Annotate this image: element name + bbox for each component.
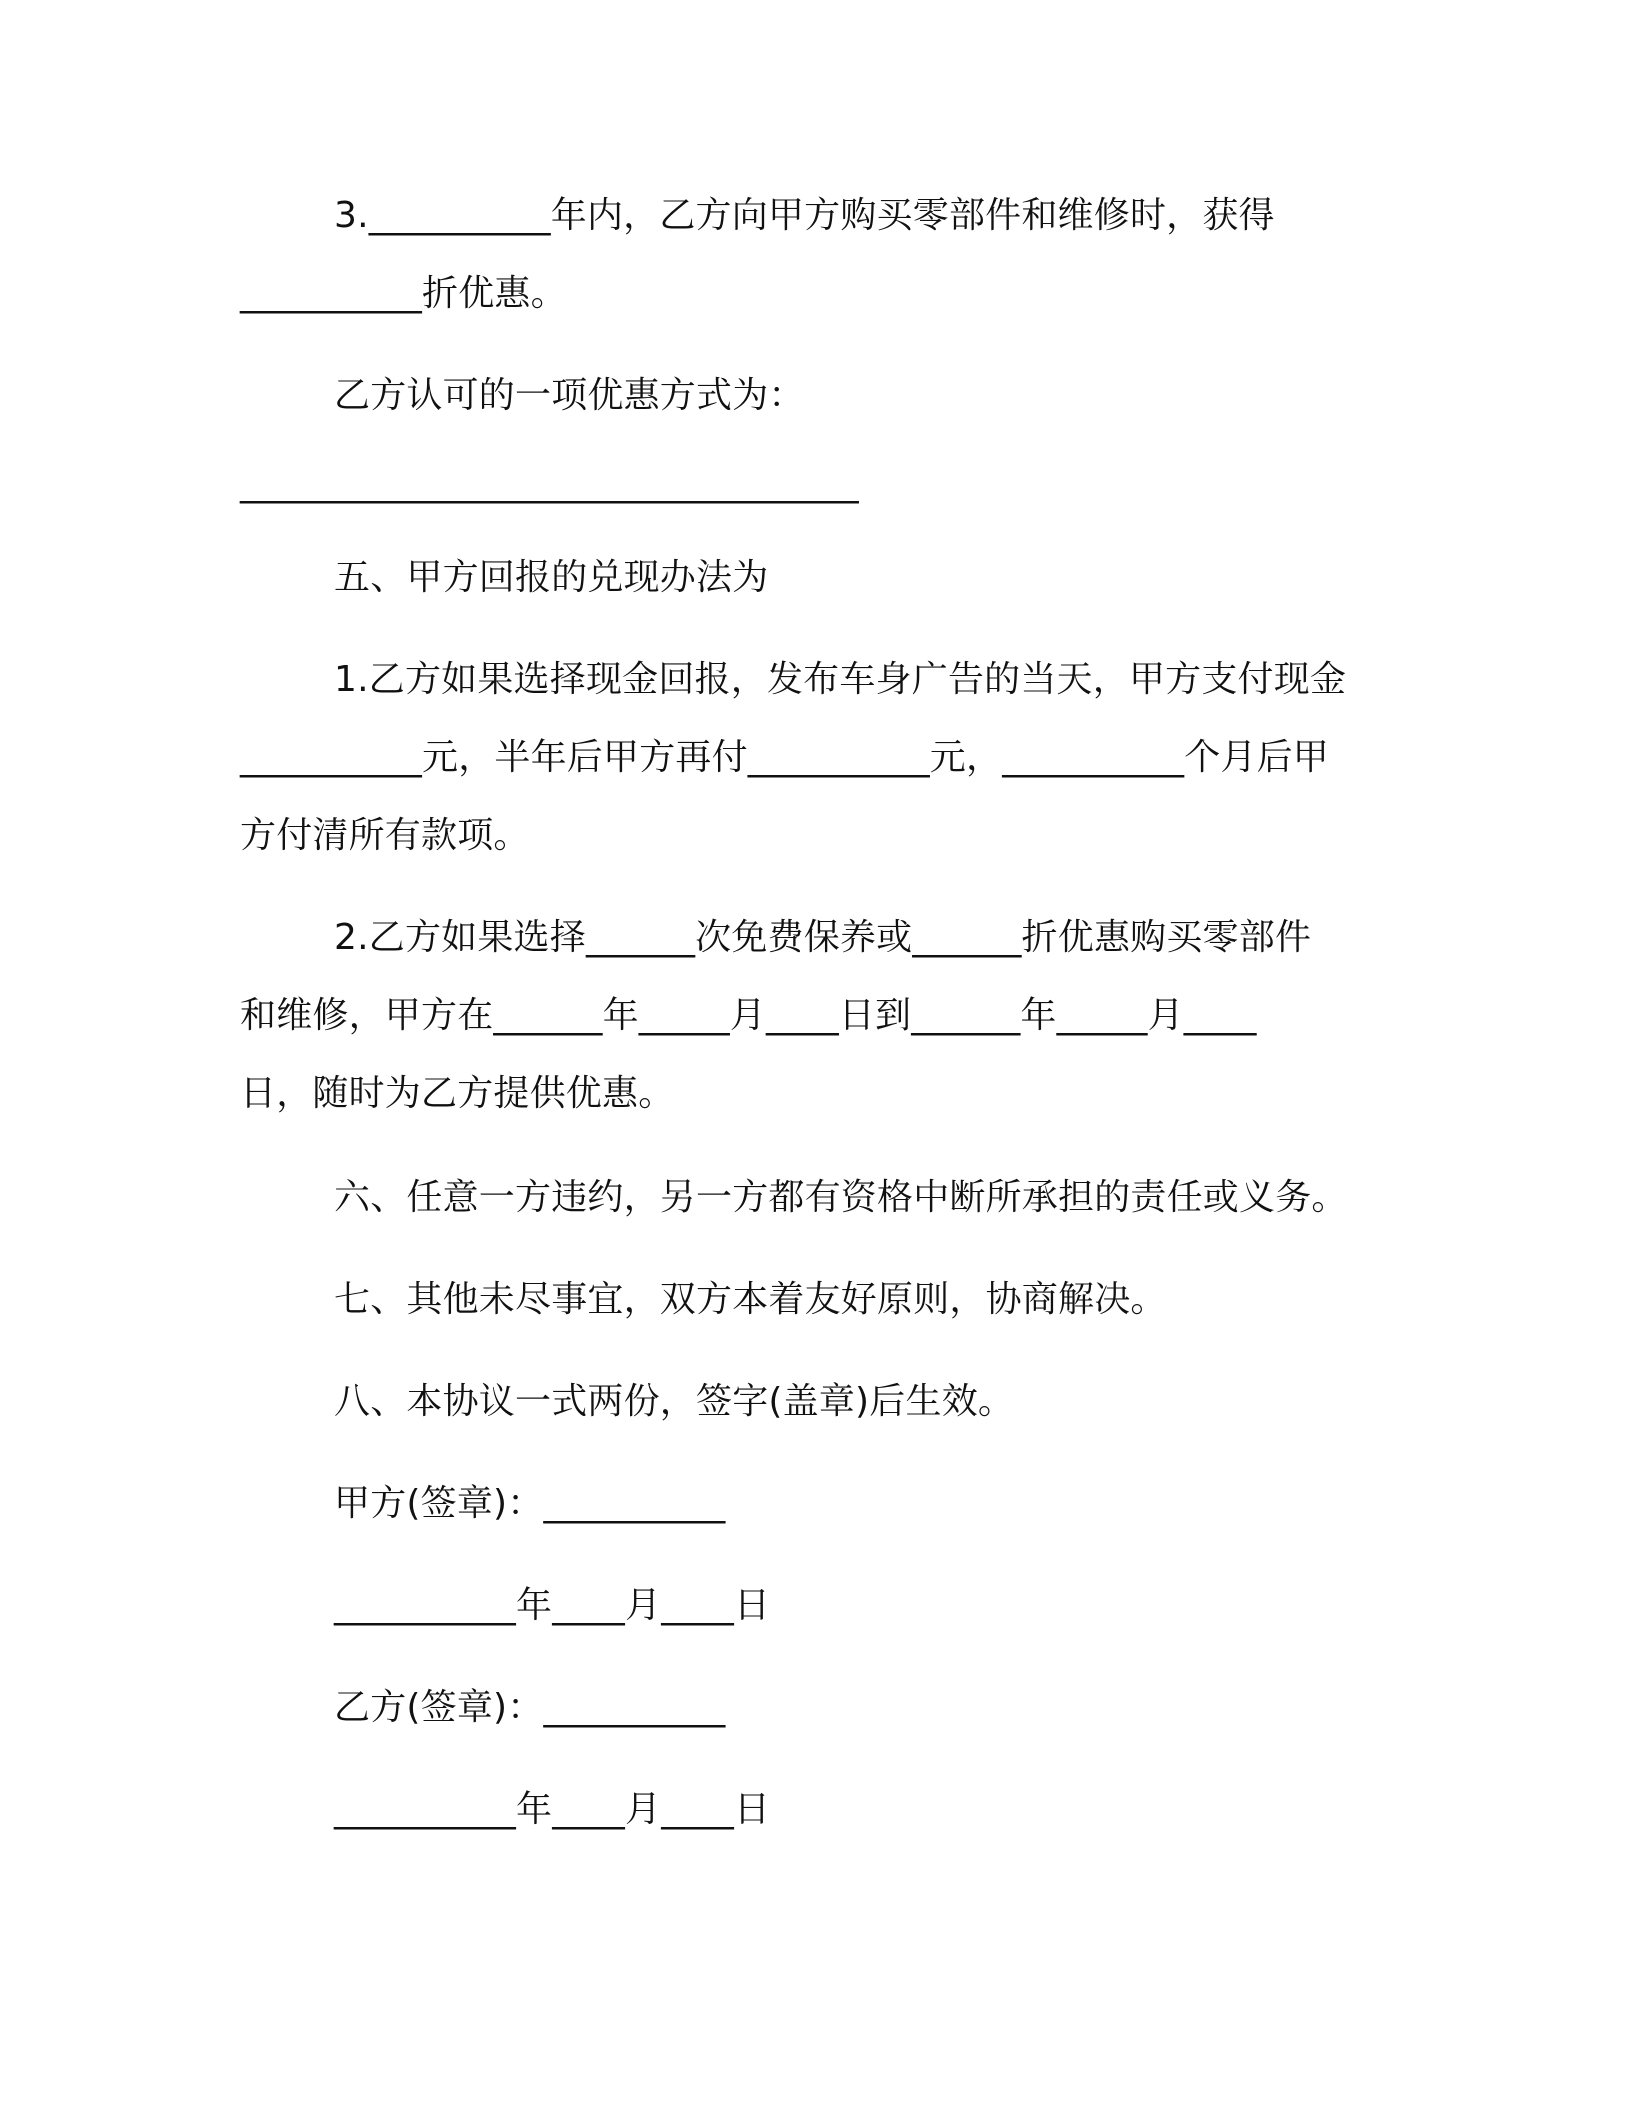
clause-5-1-line-3: 方付清所有款项。 <box>240 815 530 856</box>
section-7: 七、其他未尽事宜，双方本着友好原则，协商解决。 <box>334 1279 1167 1320</box>
discount-method-blank: __________________________________ <box>240 463 859 504</box>
section-6: 六、任意一方违约，另一方都有资格中断所承担的责任或义务。 <box>334 1177 1348 1218</box>
clause-3-line-1: 3.__________年内，乙方向甲方购买零部件和维修时，获得 <box>334 195 1275 236</box>
discount-method-label: 乙方认可的一项优惠方式为： <box>334 375 805 416</box>
clause-5-2-line-1: 2.乙方如果选择______次免费保养或______折优惠购买零部件 <box>334 917 1312 958</box>
party-a-date: __________年____月____日 <box>334 1585 771 1626</box>
clause-5-2-line-3: 日，随时为乙方提供优惠。 <box>240 1073 675 1114</box>
party-b-signature: 乙方(签章)：__________ <box>334 1687 726 1728</box>
clause-5-2-line-2: 和维修，甲方在______年_____月____日到______年_____月____ <box>240 995 1257 1036</box>
clause-5-1-line-2: __________元，半年后甲方再付__________元，__________个月后甲 <box>240 737 1330 778</box>
clause-3-line-2: __________折优惠。 <box>240 273 567 314</box>
party-b-date: __________年____月____日 <box>334 1789 771 1830</box>
party-a-signature: 甲方(签章)：__________ <box>334 1483 726 1524</box>
section-5-heading: 五、甲方回报的兑现办法为 <box>334 557 769 598</box>
section-8: 八、本协议一式两份，签字(盖章)后生效。 <box>334 1381 1015 1422</box>
clause-5-1-line-1: 1.乙方如果选择现金回报，发布车身广告的当天，甲方支付现金 <box>334 659 1347 700</box>
